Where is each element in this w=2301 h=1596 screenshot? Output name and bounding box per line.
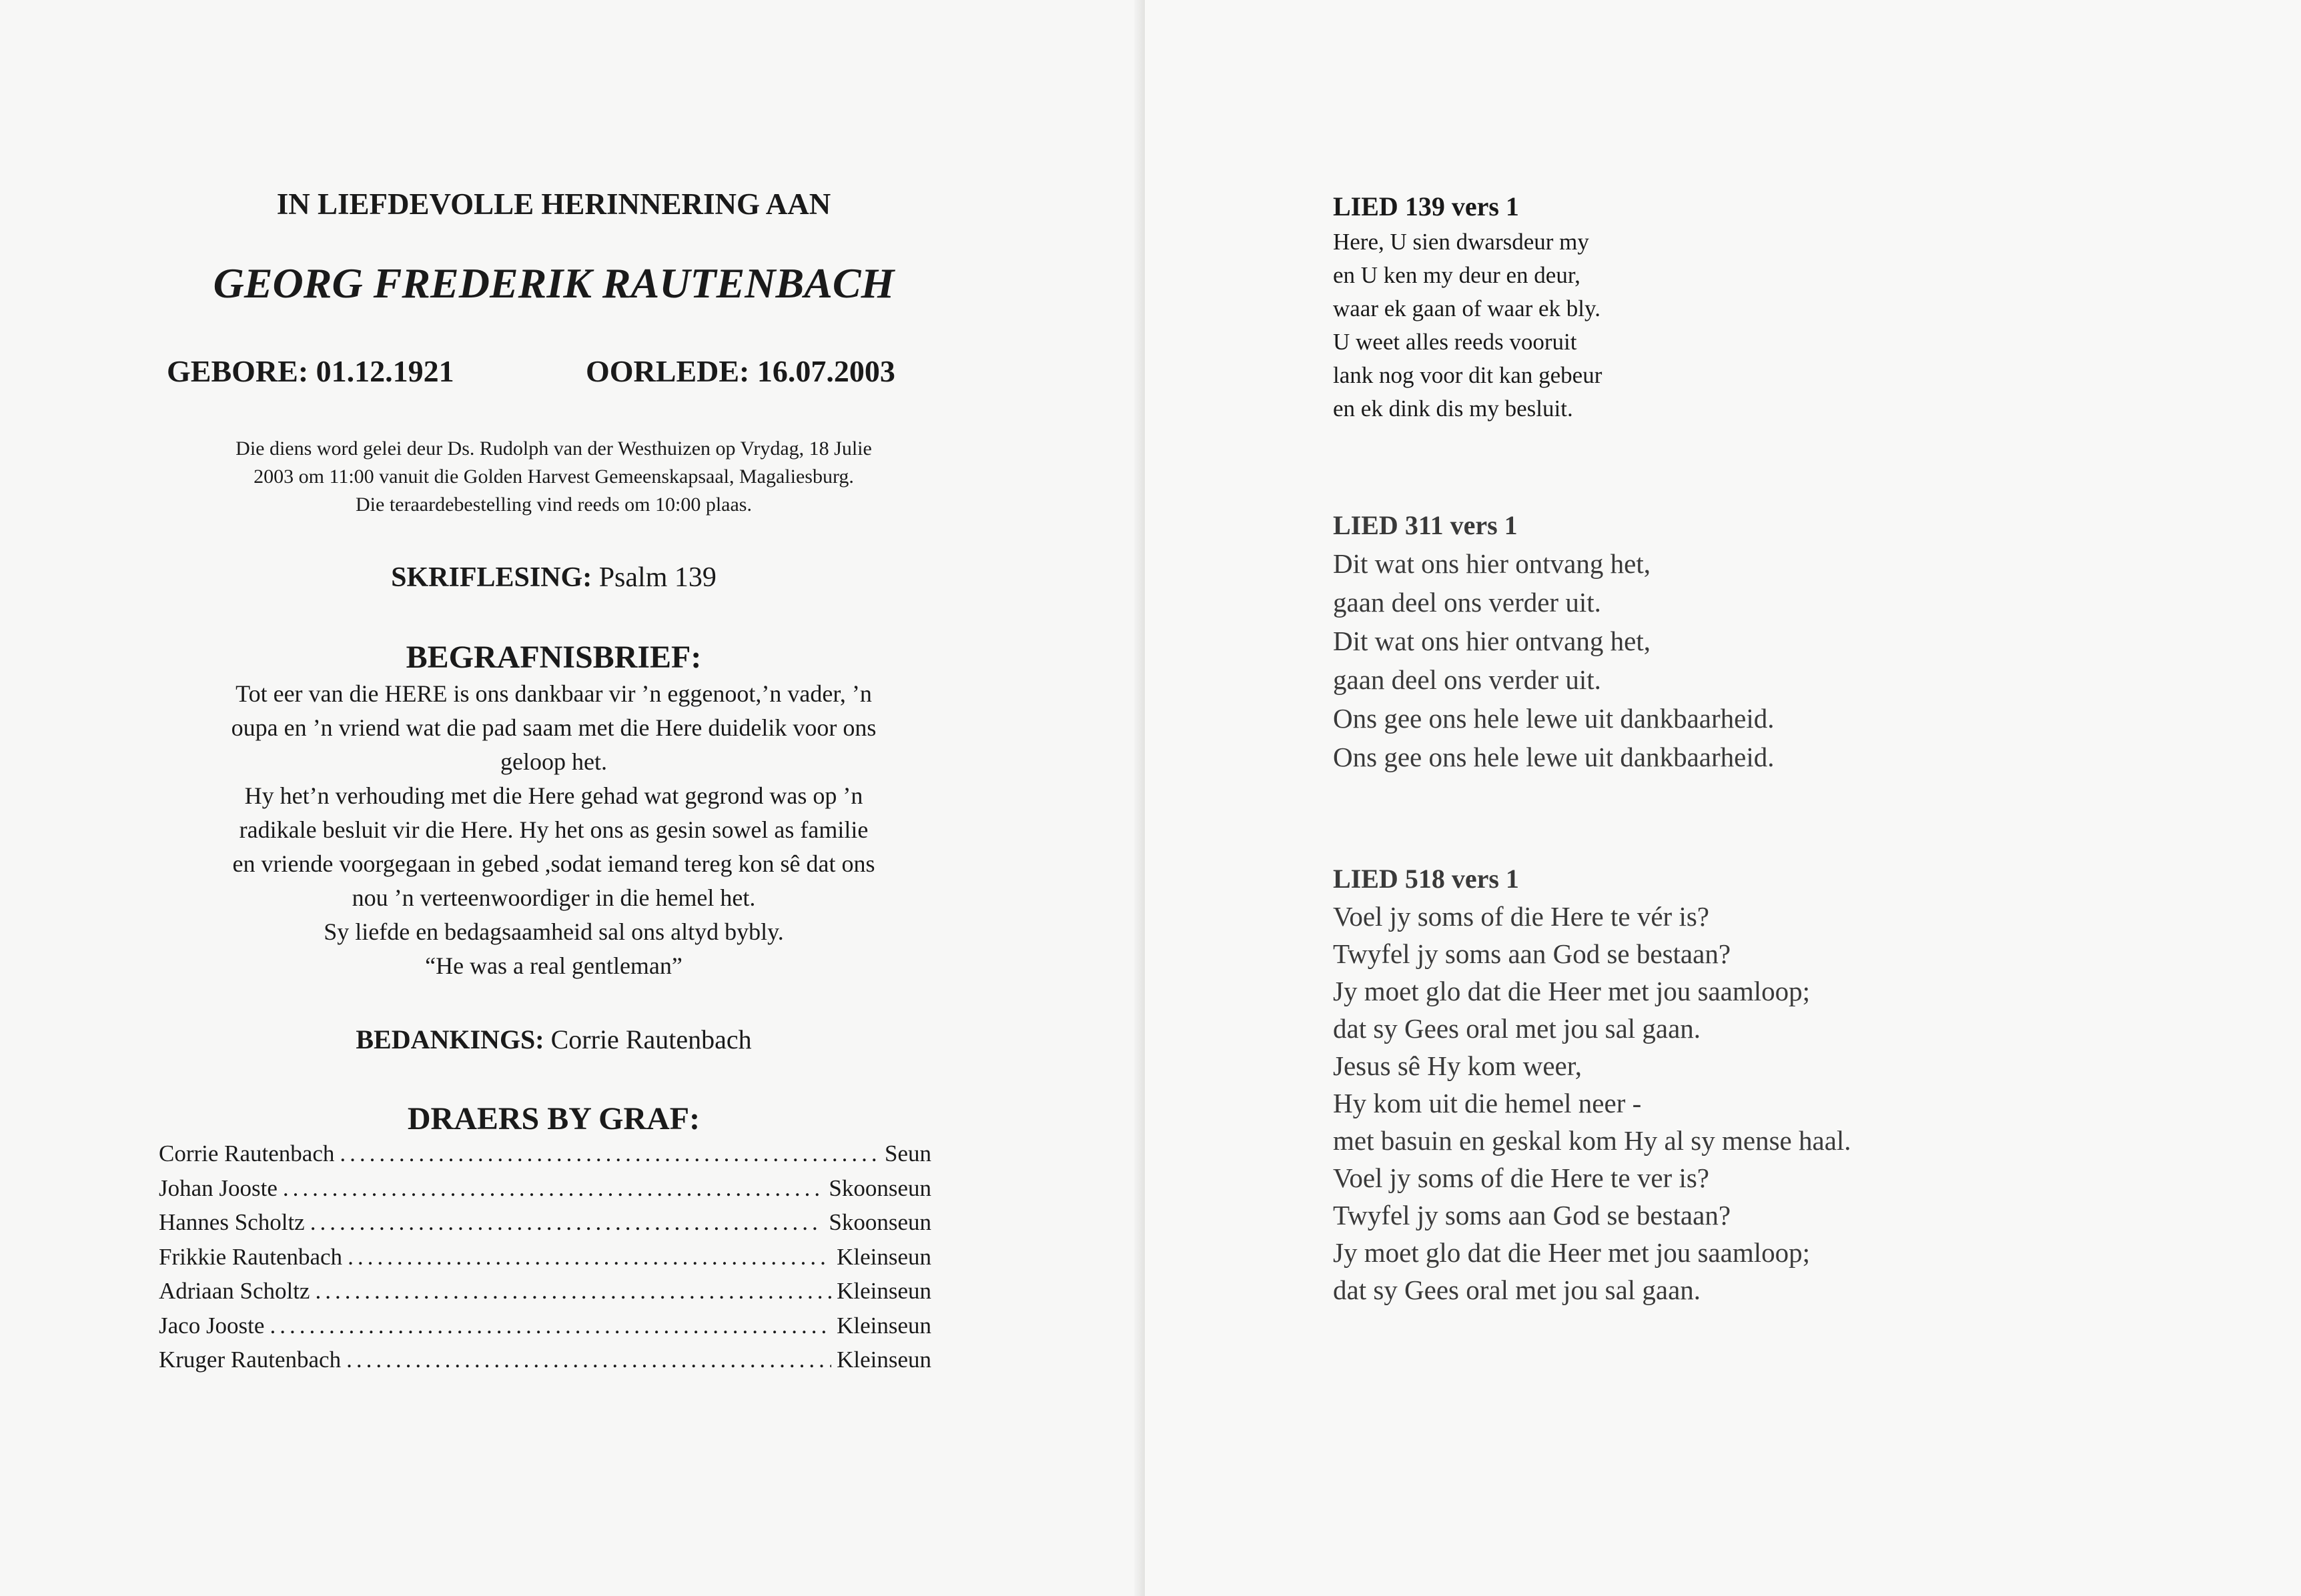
acknowledgements-label: BEDANKINGS:	[356, 1024, 544, 1054]
pallbearer-name: Adriaan Scholtz	[159, 1278, 310, 1304]
dot-leader	[340, 1140, 879, 1167]
hymn-line: Jy moet glo dat die Heer met jou saamloop;	[1333, 976, 1811, 1006]
intro-heading: IN LIEFDEVOLLE HERINNERING AAN	[276, 187, 831, 221]
dot-leader	[346, 1347, 831, 1373]
funeral-letter-heading: BEGRAFNISBRIEF:	[406, 640, 702, 675]
hymn-line: Dit wat ons hier ontvang het,	[1333, 548, 1651, 579]
hymn-line: Ons gee ons hele lewe uit dankbaarheid.	[1333, 742, 1775, 772]
pallbearer-row	[159, 1140, 931, 1175]
hymn-518	[1333, 860, 1851, 1309]
hymn-line: Voel jy soms of die Here te vér is?	[1333, 901, 1709, 932]
pallbearer-row	[159, 1209, 931, 1244]
dot-leader	[348, 1244, 831, 1271]
hymn-139	[1333, 188, 1602, 426]
letter-line: Sy liefde en bedagsaamheid sal ons altyd bybly.	[324, 918, 784, 945]
letter-line: radikale besluit vir die Here. Hy het ons as gesin sowel as familie	[239, 816, 869, 843]
acknowledgements	[0, 1024, 1107, 1055]
dot-leader	[270, 1313, 831, 1339]
deceased-name: GEORG FREDERIK RAUTENBACH	[213, 259, 895, 307]
service-details	[0, 435, 1107, 519]
funeral-letter	[0, 677, 1107, 983]
pallbearer-row	[159, 1347, 931, 1381]
scripture-label: SKRIFLESING:	[391, 562, 592, 593]
letter-line: geloop het.	[500, 748, 607, 775]
pallbearer-row	[159, 1313, 931, 1347]
letter-line: nou ’n verteenwoordiger in die hemel het.	[352, 884, 756, 911]
hymn-311	[1333, 507, 1774, 776]
pallbearer-relation: Kleinseun	[837, 1278, 931, 1304]
scripture-value: Psalm 139	[598, 562, 717, 593]
letter-line: oupa en ’n vriend wat die pad saam met die Here duidelik voor ons	[231, 714, 877, 741]
pallbearer-name: Jaco Jooste	[159, 1312, 265, 1339]
pallbearer-relation: Kleinseun	[837, 1347, 931, 1373]
dot-leader	[310, 1209, 824, 1236]
service-line: Die diens word gelei deur Ds. Rudolph van der Westhuizen op Vrydag, 18 Julie	[236, 438, 872, 460]
hymn-line: Jy moet glo dat die Heer met jou saamloop;	[1333, 1237, 1811, 1268]
hymn-line: gaan deel ons verder uit.	[1333, 664, 1601, 695]
hymn-heading: LIED 139 vers 1	[1333, 191, 1519, 221]
hymn-line: lank nog voor dit kan gebeur	[1333, 362, 1602, 388]
right-page	[1145, 0, 2301, 1596]
pallbearer-row	[159, 1175, 931, 1210]
hymn-line: Dit wat ons hier ontvang het,	[1333, 626, 1651, 656]
letter-line: “He was a real gentleman”	[425, 952, 682, 979]
letter-line: Hy het’n verhouding met die Here gehad wat gegrond was op ’n	[244, 782, 863, 809]
pallbearer-name: Kruger Rautenbach	[159, 1347, 342, 1373]
hymn-line: en U ken my deur en deur,	[1333, 262, 1580, 288]
hymn-line: Hy kom uit die hemel neer -	[1333, 1088, 1642, 1118]
pallbearer-row	[159, 1244, 931, 1279]
hymn-line: Twyfel jy soms aan God se bestaan?	[1333, 938, 1731, 969]
hymn-line: Jesus sê Hy kom weer,	[1333, 1050, 1582, 1081]
hymn-line: Twyfel jy soms aan God se bestaan?	[1333, 1200, 1731, 1231]
hymn-line: waar ek gaan of waar ek bly.	[1333, 295, 1600, 321]
pallbearer-relation: Skoonseun	[829, 1209, 931, 1235]
pallbearers-heading: DRAERS BY GRAF:	[407, 1101, 701, 1136]
hymn-heading: LIED 518 vers 1	[1333, 864, 1519, 894]
hymn-line: Voel jy soms of die Here te ver is?	[1333, 1162, 1709, 1193]
letter-line: en vriende voorgegaan in gebed ,sodat iemand tereg kon sê dat ons	[232, 850, 875, 877]
pallbearer-relation: Kleinseun	[837, 1243, 931, 1270]
hymn-heading: LIED 311 vers 1	[1333, 510, 1518, 540]
scripture-reading	[0, 562, 1107, 594]
service-line: 2003 om 11:00 vanuit die Golden Harvest Gemeenskapsaal, Magaliesburg.	[254, 466, 854, 488]
letter-line: Tot eer van die HERE is ons dankbaar vir ’n eggenoot,’n vader, ’n	[236, 680, 872, 707]
service-line: Die teraardebestelling vind reeds om 10:00 plaas.	[356, 494, 752, 516]
hymn-line: gaan deel ons verder uit.	[1333, 587, 1601, 618]
pallbearer-relation: Kleinseun	[837, 1312, 931, 1339]
hymn-line: dat sy Gees oral met jou sal gaan.	[1333, 1013, 1701, 1044]
hymn-line: Here, U sien dwarsdeur my	[1333, 229, 1589, 255]
death-date: OORLEDE: 16.07.2003	[586, 354, 895, 388]
hymn-line: met basuin en geskal kom Hy al sy mense haal.	[1333, 1125, 1851, 1156]
birth-date: GEBORE: 01.12.1921	[167, 354, 454, 388]
hymn-line: en ek dink dis my besluit.	[1333, 395, 1573, 422]
pallbearer-name: Hannes Scholtz	[159, 1209, 305, 1235]
dot-leader	[315, 1278, 831, 1305]
left-page	[0, 0, 1142, 1596]
acknowledgements-value: Corrie Rautenbach	[550, 1024, 752, 1054]
pallbearers-list	[159, 1140, 931, 1381]
pallbearer-relation: Seun	[885, 1140, 931, 1166]
hymn-line: U weet alles reeds vooruit	[1333, 329, 1577, 355]
pallbearer-name: Corrie Rautenbach	[159, 1140, 335, 1166]
pallbearer-name: Frikkie Rautenbach	[159, 1243, 343, 1270]
pallbearer-relation: Skoonseun	[829, 1174, 931, 1201]
pallbearer-name: Johan Jooste	[159, 1174, 278, 1201]
hymn-line: Ons gee ons hele lewe uit dankbaarheid.	[1333, 703, 1775, 734]
hymn-line: dat sy Gees oral met jou sal gaan.	[1333, 1275, 1701, 1305]
pallbearer-row	[159, 1278, 931, 1313]
dot-leader	[283, 1175, 823, 1202]
